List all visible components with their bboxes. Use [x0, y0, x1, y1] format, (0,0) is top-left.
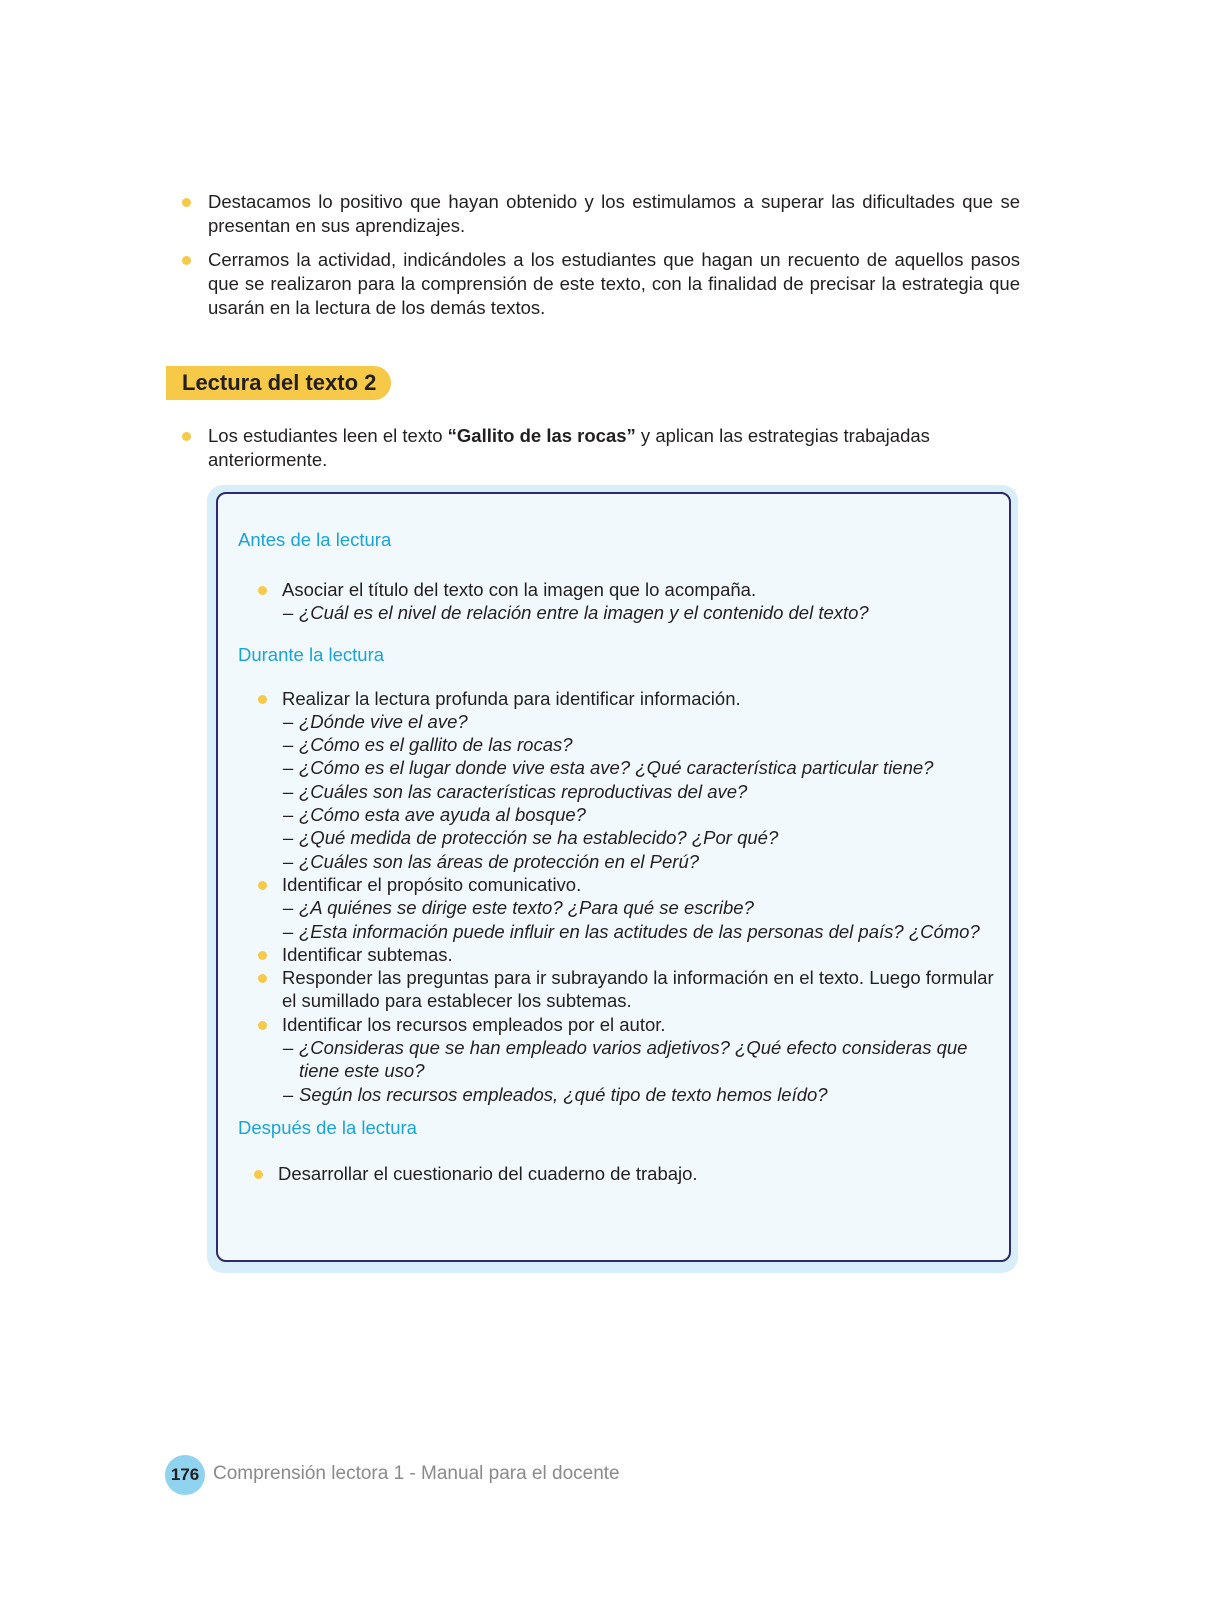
item-text: Identificar los recursos empleados por el autor. [282, 1013, 666, 1035]
section-title-tag [166, 366, 391, 400]
item-text: Identificar subtemas. [282, 943, 453, 965]
question-item [238, 601, 998, 624]
item-text: Asociar el título del texto con la imagen que lo acompaña. [282, 579, 757, 600]
dash-icon: – [283, 1083, 294, 1105]
question-text: ¿Cómo es el gallito de las rocas? [299, 734, 573, 756]
intro-bullet-text: Destacamos lo positivo que hayan obtenido y los estimulamos a superar las dificultades que se presentan en sus aprendizajes. [208, 191, 1020, 236]
page-number-badge: 176 [165, 1455, 205, 1495]
bullet-dot-icon [182, 432, 191, 441]
question-item [238, 710, 998, 733]
lead-paragraph [180, 424, 1020, 482]
question-item [238, 826, 998, 849]
list-item [238, 966, 998, 1013]
question-item [238, 780, 998, 803]
intro-bullet-text: Cerramos la actividad, indicándoles a los estudiantes que hagan un recuento de aquellos pasos que se realizaron para la comprensión de este texto, con la finalidad de precisar la estrategia que usarán en la lectura de los demás textos. [208, 249, 1020, 318]
list-item [238, 687, 998, 710]
list-item [238, 1162, 998, 1185]
bullet-dot-icon [182, 198, 191, 207]
dash-icon: – [283, 827, 294, 849]
dash-icon: – [283, 780, 294, 802]
item-text: Realizar la lectura profunda para identificar información. [282, 687, 741, 709]
question-text: ¿A quiénes se dirige este texto? ¿Para qué se escribe? [299, 897, 754, 919]
item-text: Desarrollar el cuestionario del cuaderno de trabajo. [278, 1162, 698, 1184]
section-title: Lectura del texto 2 [182, 370, 377, 395]
question-text: ¿Cómo es el lugar donde vive esta ave? ¿Qué característica particular tiene? [299, 757, 934, 779]
dash-icon: – [283, 710, 294, 732]
list-item [238, 1013, 998, 1036]
dash-icon: – [283, 757, 294, 779]
dash-icon: – [283, 850, 294, 872]
dash-icon: – [283, 1037, 294, 1059]
question-item [238, 1036, 998, 1083]
book-title: Comprensión lectora 1 - Manual para el docente [213, 1463, 620, 1484]
bullet-dot-icon [258, 1021, 267, 1030]
question-text: ¿Cómo esta ave ayuda al bosque? [299, 804, 586, 826]
list-item [238, 578, 998, 601]
page-footer [165, 1455, 765, 1495]
strategy-box-content [238, 528, 998, 1185]
bullet-dot-icon [258, 881, 267, 890]
question-item [238, 920, 998, 943]
dash-icon: – [283, 804, 294, 826]
bullet-dot-icon [258, 974, 267, 983]
dash-icon: – [283, 734, 294, 756]
item-text: Responder las preguntas para ir subrayando la información en el texto. Luego formular el sumillado para establecer los subtemas. [282, 967, 994, 1012]
question-text: ¿Cuál es el nivel de relación entre la imagen y el contenido del texto? [299, 602, 869, 624]
question-item [238, 850, 998, 873]
dash-icon: – [283, 602, 294, 624]
question-text: ¿Esta información puede influir en las actitudes de las personas del país? ¿Cómo? [299, 920, 980, 942]
dash-icon: – [283, 920, 294, 942]
question-item [238, 756, 998, 779]
bullet-dot-icon [258, 586, 267, 595]
heading-antes: Antes de la lectura [238, 529, 392, 550]
question-item [238, 896, 998, 919]
item-text: Identificar el propósito comunicativo. [282, 873, 582, 895]
list-item [238, 873, 998, 896]
question-item [238, 803, 998, 826]
question-text: ¿Cuáles son las características reproductivas del ave? [299, 780, 748, 802]
heading-durante: Durante la lectura [238, 643, 385, 665]
lead-text-before: Los estudiantes leen el texto [208, 425, 448, 446]
bullet-dot-icon [258, 951, 267, 960]
question-text: ¿Dónde vive el ave? [299, 710, 468, 732]
list-item [238, 943, 998, 966]
bullet-dot-icon [254, 1170, 263, 1179]
list-item [180, 424, 1020, 472]
question-item [238, 733, 998, 756]
bullet-dot-icon [182, 256, 191, 265]
question-text: ¿Cuáles son las áreas de protección en el Perú? [299, 850, 700, 872]
list-item [180, 190, 1020, 238]
question-text: ¿Qué medida de protección se ha establecido? ¿Por qué? [299, 827, 779, 849]
bullet-dot-icon [258, 695, 267, 704]
question-text: Según los recursos empleados, ¿qué tipo de texto hemos leído? [299, 1083, 828, 1105]
lead-text-bold: “Gallito de las rocas” [447, 425, 636, 446]
question-text: ¿Consideras que se han empleado varios adjetivos? ¿Qué efecto consideras que tiene este uso? [299, 1037, 968, 1082]
list-item [180, 248, 1020, 320]
lead-text-after: y aplican las estrategias trabajadas anteriormente. [208, 425, 930, 470]
intro-bullets [180, 190, 1020, 330]
question-item [238, 1083, 998, 1106]
heading-despues: Después de la lectura [238, 1116, 417, 1138]
dash-icon: – [283, 897, 294, 919]
